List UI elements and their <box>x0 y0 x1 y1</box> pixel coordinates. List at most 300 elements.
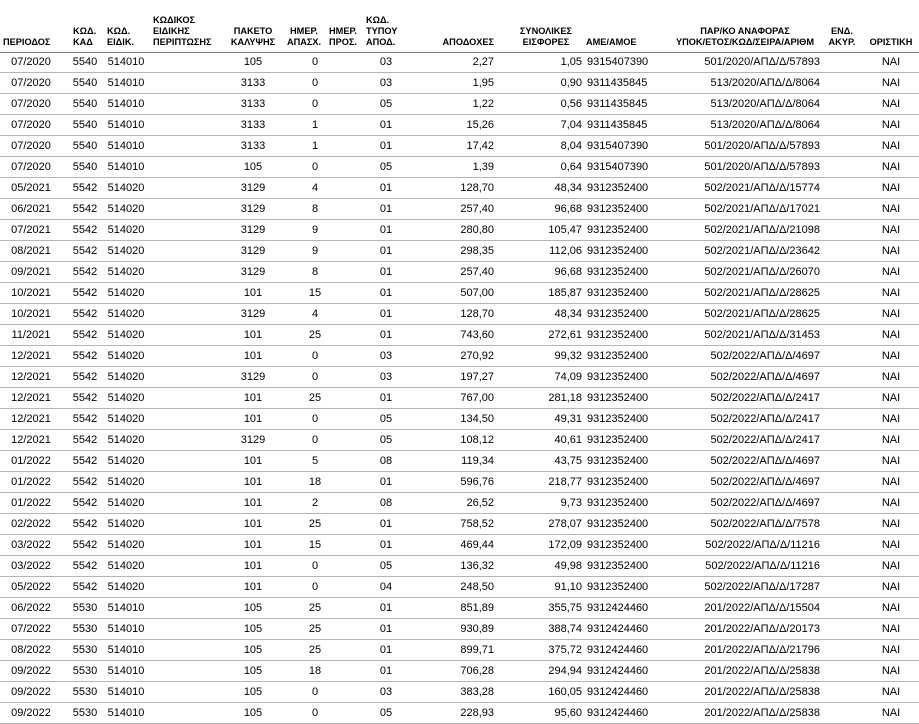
table-row <box>0 514 919 535</box>
cell-apasx: 15 <box>308 539 322 551</box>
cell-typos: 01 <box>379 182 393 194</box>
cell-typos: 01 <box>379 539 393 551</box>
cell-period: 12/2021 <box>11 371 51 383</box>
cell-apasx: 1 <box>311 140 319 152</box>
cell-apasx: 18 <box>308 665 322 677</box>
cell-oristiki: ΝΑΙ <box>881 665 901 677</box>
cell-eidik: 514010 <box>107 602 145 614</box>
cell-ame: 9312352400 <box>587 371 649 383</box>
header-eisfores: ΣΥΝΟΛΙΚΕΣ ΕΙΣΦΟΡΕΣ <box>519 26 573 47</box>
table-row <box>0 241 919 262</box>
cell-apasx: 0 <box>311 371 319 383</box>
cell-eidik: 514020 <box>107 476 145 488</box>
cell-reference: 201/2022/ΑΠΔ/Δ/25838 <box>704 707 820 719</box>
cell-eidik: 514020 <box>107 413 145 425</box>
cell-eidik: 514020 <box>107 434 145 446</box>
cell-eisfores: 294,94 <box>548 665 582 677</box>
cell-typos: 05 <box>379 707 393 719</box>
cell-paketo: 101 <box>243 581 263 593</box>
cell-kad: 5542 <box>72 413 98 425</box>
cell-apodoxes: 197,27 <box>460 371 494 383</box>
cell-apasx: 25 <box>308 602 322 614</box>
cell-eidik: 514020 <box>107 329 145 341</box>
cell-eidik: 514020 <box>107 182 145 194</box>
cell-reference: 201/2022/ΑΠΔ/Δ/21796 <box>704 644 820 656</box>
cell-apasx: 9 <box>311 224 319 236</box>
cell-paketo: 101 <box>243 413 263 425</box>
cell-ame: 9312424460 <box>587 707 649 719</box>
cell-eisfores: 91,10 <box>554 581 582 593</box>
cell-apasx: 4 <box>311 182 319 194</box>
cell-ame: 9312352400 <box>587 308 649 320</box>
cell-period: 03/2022 <box>11 560 51 572</box>
cell-ame: 9311435845 <box>587 119 648 131</box>
cell-apodoxes: 280,80 <box>460 224 494 236</box>
cell-eisfores: 355,75 <box>548 602 582 614</box>
cell-typos: 05 <box>379 413 393 425</box>
cell-reference: 502/2021/ΑΠΔ/Δ/21098 <box>704 224 820 236</box>
cell-oristiki: ΝΑΙ <box>881 539 901 551</box>
cell-paketo: 105 <box>243 665 263 677</box>
cell-eidik: 514020 <box>107 392 145 404</box>
cell-period: 07/2020 <box>11 56 51 68</box>
cell-reference: 502/2021/ΑΠΔ/Δ/31453 <box>704 329 820 341</box>
cell-oristiki: ΝΑΙ <box>881 707 901 719</box>
cell-eisfores: 0,56 <box>560 98 582 110</box>
header-pros: ΗΜΕΡ. ΠΡΟΣ. <box>329 26 357 47</box>
cell-oristiki: ΝΑΙ <box>881 182 901 194</box>
cell-paketo: 3133 <box>240 119 266 131</box>
cell-apodoxes: 128,70 <box>460 308 494 320</box>
cell-reference: 201/2022/ΑΠΔ/Δ/20173 <box>704 623 820 635</box>
table-row <box>0 430 919 451</box>
cell-apodoxes: 15,26 <box>466 119 494 131</box>
header-oristiki: ΟΡΙΣΤΙΚΗ <box>869 37 913 47</box>
cell-typos: 03 <box>379 686 393 698</box>
cell-paketo: 3133 <box>240 140 266 152</box>
cell-apodoxes: 851,89 <box>460 602 494 614</box>
cell-period: 12/2021 <box>11 392 51 404</box>
cell-kad: 5530 <box>72 665 98 677</box>
cell-reference: 502/2022/ΑΠΔ/Δ/2417 <box>710 434 820 446</box>
cell-eidik: 514020 <box>107 560 145 572</box>
cell-eidik: 514020 <box>107 581 145 593</box>
cell-apasx: 8 <box>311 266 319 278</box>
table-row <box>0 52 919 73</box>
table-body <box>0 52 919 724</box>
cell-apodoxes: 469,44 <box>460 539 494 551</box>
cell-kad: 5542 <box>72 518 98 530</box>
cell-eidik: 514020 <box>107 371 145 383</box>
cell-apodoxes: 2,27 <box>472 56 494 68</box>
cell-apasx: 0 <box>311 581 319 593</box>
cell-oristiki: ΝΑΙ <box>881 518 901 530</box>
cell-period: 12/2021 <box>11 413 51 425</box>
cell-paketo: 3133 <box>240 77 266 89</box>
cell-period: 01/2022 <box>11 476 51 488</box>
cell-ame: 9312352400 <box>587 413 649 425</box>
cell-ame: 9315407390 <box>587 56 649 68</box>
cell-period: 06/2021 <box>11 203 51 215</box>
cell-apasx: 8 <box>311 203 319 215</box>
cell-period: 10/2021 <box>11 308 51 320</box>
cell-apodoxes: 248,50 <box>460 581 494 593</box>
cell-eisfores: 40,61 <box>554 434 582 446</box>
cell-kad: 5542 <box>72 476 98 488</box>
table-row <box>0 262 919 283</box>
cell-paketo: 101 <box>243 392 263 404</box>
cell-paketo: 101 <box>243 329 263 341</box>
table-row <box>0 220 919 241</box>
cell-typos: 01 <box>379 245 393 257</box>
cell-apodoxes: 899,71 <box>460 644 494 656</box>
cell-kad: 5542 <box>72 455 98 467</box>
cell-apasx: 0 <box>311 413 319 425</box>
cell-ame: 9312352400 <box>587 350 649 362</box>
cell-oristiki: ΝΑΙ <box>881 413 901 425</box>
cell-apasx: 0 <box>311 98 319 110</box>
cell-apasx: 25 <box>308 623 322 635</box>
cell-eisfores: 49,98 <box>554 560 582 572</box>
cell-kad: 5542 <box>72 224 98 236</box>
cell-apodoxes: 257,40 <box>460 266 494 278</box>
cell-typos: 04 <box>379 581 393 593</box>
cell-eisfores: 105,47 <box>548 224 582 236</box>
cell-oristiki: ΝΑΙ <box>881 245 901 257</box>
cell-ame: 9312352400 <box>587 329 649 341</box>
cell-kad: 5542 <box>72 560 98 572</box>
cell-oristiki: ΝΑΙ <box>881 644 901 656</box>
cell-kad: 5530 <box>72 623 98 635</box>
cell-apasx: 9 <box>311 245 319 257</box>
header-paketo: ΠΑΚΕΤΟ ΚΑΛΥΨΗΣ <box>230 26 276 47</box>
cell-eidik: 514010 <box>107 665 145 677</box>
cell-ame: 9312352400 <box>587 203 649 215</box>
cell-eidik: 514020 <box>107 287 145 299</box>
cell-eidik: 514020 <box>107 308 145 320</box>
cell-typos: 01 <box>379 266 393 278</box>
cell-eidik: 514020 <box>107 245 145 257</box>
cell-eidik: 514020 <box>107 539 145 551</box>
cell-reference: 513/2020/ΑΠΔ/Δ/8064 <box>710 77 820 89</box>
cell-ame: 9312352400 <box>587 224 649 236</box>
cell-period: 07/2020 <box>11 98 51 110</box>
cell-apodoxes: 136,32 <box>460 560 494 572</box>
cell-kad: 5542 <box>72 539 98 551</box>
cell-typos: 03 <box>379 371 393 383</box>
cell-period: 09/2022 <box>11 707 51 719</box>
table-row <box>0 136 919 157</box>
cell-reference: 502/2021/ΑΠΔ/Δ/28625 <box>704 308 820 320</box>
cell-kad: 5530 <box>72 644 98 656</box>
cell-eisfores: 9,73 <box>560 497 582 509</box>
cell-paketo: 3129 <box>240 224 266 236</box>
cell-kad: 5542 <box>72 203 98 215</box>
cell-reference: 502/2021/ΑΠΔ/Δ/23642 <box>704 245 820 257</box>
cell-typos: 01 <box>379 224 393 236</box>
cell-ame: 9312424460 <box>587 644 649 656</box>
cell-ame: 9312352400 <box>587 287 649 299</box>
cell-eisfores: 49,31 <box>554 413 582 425</box>
cell-apasx: 25 <box>308 518 322 530</box>
table-row <box>0 535 919 556</box>
cell-apodoxes: 134,50 <box>460 413 494 425</box>
cell-period: 07/2021 <box>11 224 51 236</box>
cell-kad: 5542 <box>72 392 98 404</box>
cell-apodoxes: 706,28 <box>460 665 494 677</box>
cell-oristiki: ΝΑΙ <box>881 497 901 509</box>
cell-reference: 502/2021/ΑΠΔ/Δ/17021 <box>704 203 820 215</box>
cell-reference: 502/2022/ΑΠΔ/Δ/17287 <box>704 581 820 593</box>
header-apodoxes: ΑΠΟΔΟΧΕΣ <box>442 37 494 47</box>
cell-reference: 501/2020/ΑΠΔ/Δ/57893 <box>704 161 820 173</box>
cell-oristiki: ΝΑΙ <box>881 476 901 488</box>
cell-reference: 502/2021/ΑΠΔ/Δ/26070 <box>704 266 820 278</box>
cell-paketo: 105 <box>243 644 263 656</box>
table-row <box>0 703 919 724</box>
cell-period: 07/2020 <box>11 119 51 131</box>
cell-paketo: 105 <box>243 686 263 698</box>
header-akyr: ΕΝΔ. ΑΚΥΡ. <box>828 26 856 47</box>
cell-kad: 5540 <box>72 98 98 110</box>
header-kad: ΚΩΔ. ΚΑΔ <box>73 26 97 47</box>
cell-apodoxes: 26,52 <box>466 497 494 509</box>
cell-oristiki: ΝΑΙ <box>881 308 901 320</box>
cell-period: 03/2022 <box>11 539 51 551</box>
cell-paketo: 3129 <box>240 182 266 194</box>
cell-ame: 9312352400 <box>587 182 649 194</box>
cell-apodoxes: 228,93 <box>460 707 494 719</box>
cell-apasx: 0 <box>311 707 319 719</box>
cell-eidik: 514010 <box>107 644 145 656</box>
cell-apodoxes: 383,28 <box>460 686 494 698</box>
cell-kad: 5530 <box>72 602 98 614</box>
cell-reference: 502/2022/ΑΠΔ/Δ/4697 <box>710 371 820 383</box>
cell-eisfores: 95,60 <box>554 707 582 719</box>
header-reference: ΠΑΡ/ΚΟ ΑΝΑΦΟΡΑΣ ΥΠΟΚ/ΕΤΟΣ/ΚΩΔ/ΣΕΙΡΑ/ΑΡΙΘΜ <box>676 26 814 47</box>
cell-eisfores: 172,09 <box>548 539 582 551</box>
cell-ame: 9312352400 <box>587 560 649 572</box>
table-row <box>0 388 919 409</box>
cell-ame: 9315407390 <box>587 140 649 152</box>
cell-eidik: 514020 <box>107 350 145 362</box>
cell-reference: 502/2022/ΑΠΔ/Δ/7578 <box>710 518 820 530</box>
cell-eidik: 514010 <box>107 623 145 635</box>
header-typos: ΚΩΔ. ΤΥΠΟΥ ΑΠΟΔ. <box>366 15 398 47</box>
cell-period: 09/2021 <box>11 266 51 278</box>
cell-paketo: 101 <box>243 539 263 551</box>
cell-oristiki: ΝΑΙ <box>881 203 901 215</box>
table-row <box>0 73 919 94</box>
cell-apodoxes: 507,00 <box>460 287 494 299</box>
cell-ame: 9312352400 <box>587 455 649 467</box>
cell-reference: 502/2022/ΑΠΔ/Δ/4697 <box>710 350 820 362</box>
cell-oristiki: ΝΑΙ <box>881 686 901 698</box>
cell-paketo: 3133 <box>240 98 266 110</box>
table-row <box>0 640 919 661</box>
cell-ame: 9312352400 <box>587 392 649 404</box>
cell-paketo: 101 <box>243 476 263 488</box>
table-row <box>0 661 919 682</box>
cell-oristiki: ΝΑΙ <box>881 77 901 89</box>
cell-oristiki: ΝΑΙ <box>881 161 901 173</box>
cell-apodoxes: 758,52 <box>460 518 494 530</box>
cell-ame: 9312352400 <box>587 497 649 509</box>
cell-reference: 502/2022/ΑΠΔ/Δ/4697 <box>710 455 820 467</box>
cell-period: 08/2022 <box>11 644 51 656</box>
table-row <box>0 598 919 619</box>
cell-apasx: 25 <box>308 329 322 341</box>
cell-apasx: 0 <box>311 56 319 68</box>
cell-typos: 03 <box>379 77 393 89</box>
cell-ame: 9312352400 <box>587 434 649 446</box>
cell-oristiki: ΝΑΙ <box>881 371 901 383</box>
cell-kad: 5542 <box>72 434 98 446</box>
cell-kad: 5540 <box>72 161 98 173</box>
cell-apodoxes: 596,76 <box>460 476 494 488</box>
cell-reference: 501/2020/ΑΠΔ/Δ/57893 <box>704 56 820 68</box>
cell-apasx: 0 <box>311 161 319 173</box>
cell-apasx: 18 <box>308 476 322 488</box>
cell-eisfores: 0,90 <box>560 77 582 89</box>
cell-typos: 05 <box>379 560 393 572</box>
cell-kad: 5540 <box>72 140 98 152</box>
cell-paketo: 101 <box>243 497 263 509</box>
cell-typos: 03 <box>379 350 393 362</box>
table-row <box>0 199 919 220</box>
cell-oristiki: ΝΑΙ <box>881 455 901 467</box>
cell-eidik: 514020 <box>107 203 145 215</box>
cell-typos: 01 <box>379 476 393 488</box>
header-period: ΠΕΡΙΟΔΟΣ <box>3 37 51 47</box>
cell-reference: 502/2022/ΑΠΔ/Δ/11216 <box>705 539 820 551</box>
cell-typos: 01 <box>379 665 393 677</box>
cell-kad: 5542 <box>72 266 98 278</box>
cell-eidik: 514010 <box>107 56 145 68</box>
cell-typos: 01 <box>379 308 393 320</box>
cell-oristiki: ΝΑΙ <box>881 392 901 404</box>
cell-eisfores: 96,68 <box>554 266 582 278</box>
cell-typos: 03 <box>379 56 393 68</box>
cell-kad: 5540 <box>72 119 98 131</box>
cell-paketo: 105 <box>243 707 263 719</box>
cell-period: 11/2021 <box>11 329 51 341</box>
table-row <box>0 94 919 115</box>
cell-reference: 502/2022/ΑΠΔ/Δ/4697 <box>710 497 820 509</box>
cell-typos: 01 <box>379 644 393 656</box>
cell-ame: 9312352400 <box>587 518 649 530</box>
cell-period: 07/2020 <box>11 77 51 89</box>
cell-eisfores: 375,72 <box>548 644 582 656</box>
cell-eisfores: 281,18 <box>548 392 582 404</box>
cell-reference: 502/2021/ΑΠΔ/Δ/15774 <box>704 182 820 194</box>
cell-apasx: 25 <box>308 392 322 404</box>
cell-paketo: 105 <box>243 56 263 68</box>
cell-period: 09/2022 <box>11 686 51 698</box>
cell-paketo: 101 <box>243 560 263 572</box>
cell-kad: 5542 <box>72 182 98 194</box>
cell-eisfores: 43,75 <box>554 455 582 467</box>
header-ame: ΑΜΕ/ΑΜΟΕ <box>586 37 637 47</box>
cell-eisfores: 48,34 <box>554 182 582 194</box>
cell-eisfores: 8,04 <box>560 140 582 152</box>
cell-typos: 01 <box>379 287 393 299</box>
cell-paketo: 3129 <box>240 266 266 278</box>
cell-period: 07/2020 <box>11 161 51 173</box>
cell-eisfores: 160,05 <box>548 686 582 698</box>
cell-apodoxes: 128,70 <box>460 182 494 194</box>
cell-eisfores: 218,77 <box>548 476 582 488</box>
cell-period: 05/2021 <box>11 182 51 194</box>
cell-typos: 05 <box>379 161 393 173</box>
cell-apasx: 0 <box>311 350 319 362</box>
cell-paketo: 3129 <box>240 245 266 257</box>
cell-typos: 05 <box>379 98 393 110</box>
cell-ame: 9312352400 <box>587 581 649 593</box>
cell-apodoxes: 1,39 <box>472 161 494 173</box>
cell-period: 08/2021 <box>11 245 51 257</box>
cell-kad: 5530 <box>72 707 98 719</box>
cell-period: 06/2022 <box>11 602 51 614</box>
cell-oristiki: ΝΑΙ <box>881 329 901 341</box>
cell-ame: 9312424460 <box>587 602 649 614</box>
cell-reference: 513/2020/ΑΠΔ/Δ/8064 <box>710 98 820 110</box>
table-row <box>0 304 919 325</box>
cell-ame: 9312352400 <box>587 476 649 488</box>
cell-ame: 9312424460 <box>587 665 649 677</box>
cell-paketo: 3129 <box>240 371 266 383</box>
cell-eisfores: 272,61 <box>548 329 582 341</box>
table-row <box>0 556 919 577</box>
cell-apasx: 4 <box>311 308 319 320</box>
cell-typos: 01 <box>379 623 393 635</box>
cell-oristiki: ΝΑΙ <box>881 560 901 572</box>
cell-apodoxes: 743,60 <box>460 329 494 341</box>
cell-eidik: 514020 <box>107 455 145 467</box>
table-row <box>0 451 919 472</box>
cell-kad: 5542 <box>72 350 98 362</box>
cell-eidik: 514020 <box>107 518 145 530</box>
cell-typos: 08 <box>379 455 393 467</box>
cell-reference: 502/2022/ΑΠΔ/Δ/2417 <box>710 392 820 404</box>
cell-eidik: 514010 <box>107 161 145 173</box>
table-row <box>0 472 919 493</box>
cell-eisfores: 112,06 <box>549 245 582 257</box>
header-apasx: ΗΜΕΡ. ΑΠΑΣΧ. <box>286 26 322 47</box>
cell-period: 01/2022 <box>11 455 51 467</box>
cell-oristiki: ΝΑΙ <box>881 581 901 593</box>
table-row <box>0 115 919 136</box>
cell-eidik: 514020 <box>107 497 145 509</box>
cell-oristiki: ΝΑΙ <box>881 56 901 68</box>
cell-eisfores: 96,68 <box>554 203 582 215</box>
cell-kad: 5542 <box>72 245 98 257</box>
cell-eisfores: 99,32 <box>554 350 582 362</box>
cell-typos: 01 <box>379 518 393 530</box>
cell-apasx: 2 <box>311 497 319 509</box>
cell-kad: 5542 <box>72 581 98 593</box>
cell-paketo: 101 <box>243 455 263 467</box>
cell-typos: 08 <box>379 497 393 509</box>
cell-paketo: 3129 <box>240 434 266 446</box>
cell-oristiki: ΝΑΙ <box>881 287 901 299</box>
cell-apasx: 0 <box>311 434 319 446</box>
cell-paketo: 101 <box>243 518 263 530</box>
cell-ame: 9312352400 <box>587 539 649 551</box>
cell-period: 12/2021 <box>11 350 51 362</box>
cell-reference: 502/2022/ΑΠΔ/Δ/11216 <box>705 560 820 572</box>
cell-reference: 502/2022/ΑΠΔ/Δ/2417 <box>710 413 820 425</box>
